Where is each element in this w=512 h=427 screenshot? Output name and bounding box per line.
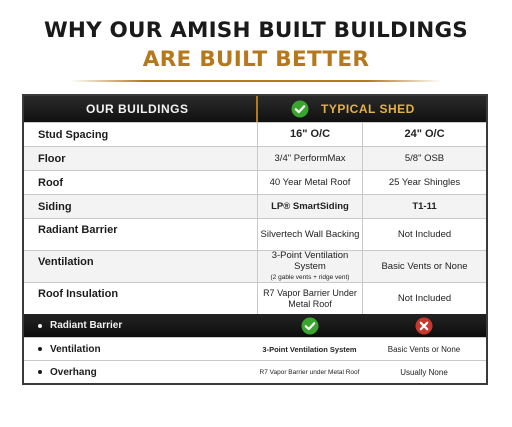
table-row: [24, 122, 486, 146]
title-line-2: ARE BUILT BETTER: [142, 47, 370, 72]
bullet-icon: [38, 324, 42, 328]
table-row: [24, 250, 486, 282]
table-row: [24, 146, 486, 170]
summary-feature-label: Radiant Barrier: [50, 320, 123, 331]
row-ours: R7 Vapor Barrier Under Metal Roof: [257, 283, 362, 314]
summary-banner-row: [24, 314, 486, 337]
summary-typical: Usually None: [400, 367, 448, 377]
header-typical-label: TYPICAL SHED: [321, 102, 415, 116]
row-typical: Not Included: [362, 283, 486, 314]
x-circle-icon: [415, 317, 433, 335]
bullet-icon: [38, 370, 42, 374]
summary-feature-label: Ventilation: [50, 343, 101, 355]
summary-feature: [24, 361, 257, 383]
summary-ours: 3-Point Ventilation System: [262, 344, 357, 354]
row-feature: Stud Spacing: [38, 128, 109, 141]
table-row: [24, 282, 486, 314]
header-typical-shed: [257, 96, 486, 122]
title-divider: [70, 80, 442, 82]
summary-typical: Basic Vents or None: [387, 344, 461, 354]
header-our-buildings: OUR BUILDINGS: [86, 102, 189, 116]
row-feature: Roof: [38, 176, 64, 189]
bullet-icon: [38, 347, 42, 351]
row-ours: 3/4" PerformMax: [257, 147, 362, 170]
summary-typical: [362, 314, 486, 337]
row-typical: Basic Vents or None: [362, 251, 486, 282]
row-typical: T1-11: [362, 195, 486, 218]
check-circle-icon: [301, 317, 319, 335]
row-ours: LP® SmartSiding: [257, 195, 362, 218]
summary-ours: R7 Vapor Barrier under Metal Roof: [259, 368, 360, 376]
table-row: [24, 170, 486, 194]
row-feature: Floor: [38, 152, 66, 165]
row-typical: 24" O/C: [362, 123, 486, 146]
table-row: [24, 218, 486, 250]
summary-feature: [24, 314, 257, 337]
title-line-1: WHY OUR AMISH BUILT BUILDINGS: [44, 18, 468, 43]
row-ours-note: (2 gable vents + ridge vent): [270, 274, 350, 281]
row-typical: 5/8" OSB: [362, 147, 486, 170]
comparison-table: [22, 94, 488, 385]
row-feature: Roof Insulation: [38, 288, 119, 300]
table-header: [24, 96, 486, 122]
table-row: [24, 194, 486, 218]
header-divider: [256, 96, 258, 122]
row-feature: Radiant Barrier: [38, 224, 118, 236]
row-ours: Silvertech Wall Backing: [257, 219, 362, 250]
summary-row: [24, 360, 486, 383]
summary-row: [24, 337, 486, 360]
check-circle-icon: [291, 100, 309, 118]
row-ours: 3-Point Ventilation System: [271, 251, 349, 272]
row-ours: 16" O/C: [257, 123, 362, 146]
row-ours: 40 Year Metal Roof: [257, 171, 362, 194]
row-typical: 25 Year Shingles: [362, 171, 486, 194]
summary-ours: [257, 314, 362, 337]
summary-feature-label: Overhang: [50, 366, 97, 378]
row-ours-cell: [257, 251, 362, 282]
summary-feature: [24, 338, 257, 360]
row-feature: Siding: [38, 200, 72, 213]
row-feature: Ventilation: [38, 256, 94, 268]
row-typical: Not Included: [362, 219, 486, 250]
